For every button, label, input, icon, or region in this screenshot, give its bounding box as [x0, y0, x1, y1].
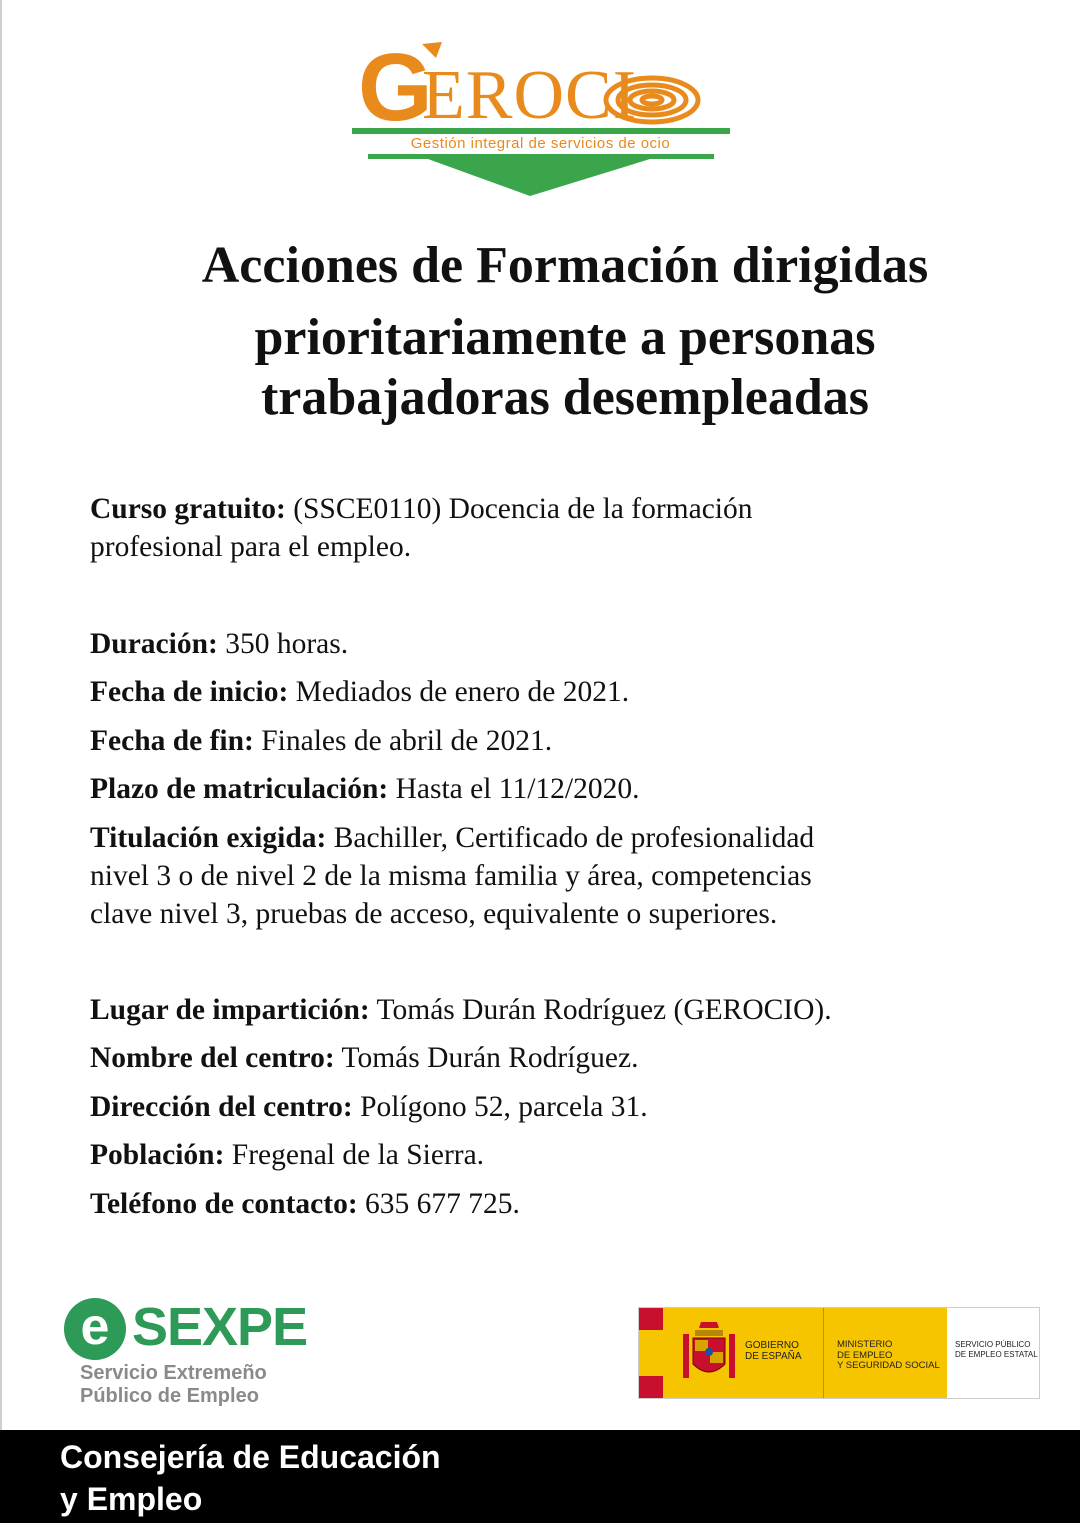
footer-line-2: y Empleo: [60, 1481, 203, 1517]
titulacion-label: Titulación exigida:: [90, 822, 327, 854]
center-label: Población:: [90, 1139, 225, 1171]
gerocio-logo-word: EROCI: [422, 57, 637, 134]
sepe-line-2: DE EMPLEO ESTATAL: [955, 1350, 1038, 1359]
sexpe-subtitle-line-2: Público de Empleo: [80, 1385, 259, 1407]
ministerio-line-1: MINISTERIO: [837, 1339, 893, 1350]
detail-row-fecha-inicio: [90, 673, 1050, 711]
detail-row-duracion: [90, 625, 1050, 663]
footer-line-1: Consejería de Educación: [60, 1439, 441, 1475]
sexpe-subtitle-line-1: Servicio Extremeño: [80, 1362, 267, 1384]
detail-label: Plazo de matriculación:: [90, 773, 389, 805]
sepe-text: [955, 1340, 1038, 1360]
course-label: Curso gratuito:: [90, 493, 286, 525]
center-label: Teléfono de contacto:: [90, 1188, 358, 1220]
gerocio-logo: [350, 34, 732, 200]
detail-row-fecha-fin: [90, 722, 1050, 760]
sexpe-e-icon: e: [64, 1298, 126, 1360]
detail-label: Fecha de inicio:: [90, 676, 289, 708]
page-edge: [0, 0, 2, 1430]
gobierno-logo-divider: [823, 1308, 824, 1398]
spain-flag-icon: [639, 1308, 663, 1398]
titulacion-value: Bachiller, Certificado de profesionalidad: [326, 822, 815, 854]
gobierno-logo: [638, 1307, 1040, 1399]
sepe-line-1: SERVICIO PÚBLICO: [955, 1340, 1031, 1349]
gerocio-logo-letter: G: [358, 34, 433, 141]
course-row-continued: [90, 528, 1050, 566]
center-value: Fregenal de la Sierra.: [224, 1139, 485, 1171]
center-label: Lugar de impartición:: [90, 994, 370, 1026]
center-value: Tomás Durán Rodríguez (GEROCIO).: [369, 994, 832, 1026]
detail-label: Duración:: [90, 628, 218, 660]
center-label: Nombre del centro:: [90, 1042, 335, 1074]
detail-value: Mediados de enero de 2021.: [288, 676, 630, 708]
sexpe-name: SEXPE: [132, 1297, 308, 1357]
ministerio-line-2: DE EMPLEO: [837, 1349, 893, 1361]
detail-value: 350 horas.: [217, 628, 349, 660]
sexpe-subtitle: [80, 1362, 267, 1408]
titulacion-value-line-3: clave nivel 3, pruebas de acceso, equivalente o superiores.: [90, 898, 778, 930]
course-value: (SSCE0110) Docencia de la formación: [285, 493, 753, 525]
titulacion-row-continued: [90, 857, 1050, 895]
course-value-continued: profesional para el empleo.: [90, 531, 412, 563]
title-line-2: prioritariamente a personas: [254, 309, 876, 366]
gobierno-line-2: DE ESPAÑA: [745, 1351, 802, 1362]
center-value: 635 677 725.: [357, 1188, 520, 1220]
center-row-telefono: [90, 1185, 1050, 1223]
titulacion-row-continued-2: [90, 895, 1050, 933]
center-row-nombre: [90, 1039, 1050, 1077]
detail-value: Hasta el 11/12/2020.: [388, 773, 640, 805]
center-row-direccion: [90, 1088, 1050, 1126]
detail-row-plazo: [90, 770, 1050, 808]
footer-bar: [0, 1430, 1080, 1523]
titulacion-value-line-2: nivel 3 o de nivel 2 de la misma familia y área, competencias: [90, 860, 812, 892]
titulacion-row: [90, 819, 1050, 857]
detail-label: Fecha de fin:: [90, 725, 254, 757]
title-line-3: trabajadoras desempleadas: [260, 369, 870, 426]
center-value: Tomás Durán Rodríguez.: [334, 1042, 639, 1074]
gerocio-logo-tagline: Gestión integral de servicios de ocio: [410, 135, 671, 152]
title-line-1: Acciones de Formación dirigidas: [201, 237, 929, 294]
ministerio-line-3: Y SEGURIDAD SOCIAL: [837, 1360, 940, 1371]
center-value: Polígono 52, parcela 31.: [352, 1091, 648, 1123]
center-row-lugar: [90, 991, 1050, 1029]
gobierno-espana-text: [745, 1340, 802, 1362]
center-label: Dirección del centro:: [90, 1091, 353, 1123]
ministerio-text: [837, 1340, 940, 1372]
sexpe-logo: [64, 1292, 308, 1412]
coat-of-arms-icon: [681, 1318, 737, 1388]
page-title: [100, 232, 1030, 432]
course-row: [90, 490, 1050, 528]
footer-consejeria: [60, 1436, 441, 1520]
center-row-poblacion: [90, 1136, 1050, 1174]
detail-value: Finales de abril de 2021.: [253, 725, 553, 757]
gobierno-line-1: GOBIERNO: [745, 1340, 799, 1351]
